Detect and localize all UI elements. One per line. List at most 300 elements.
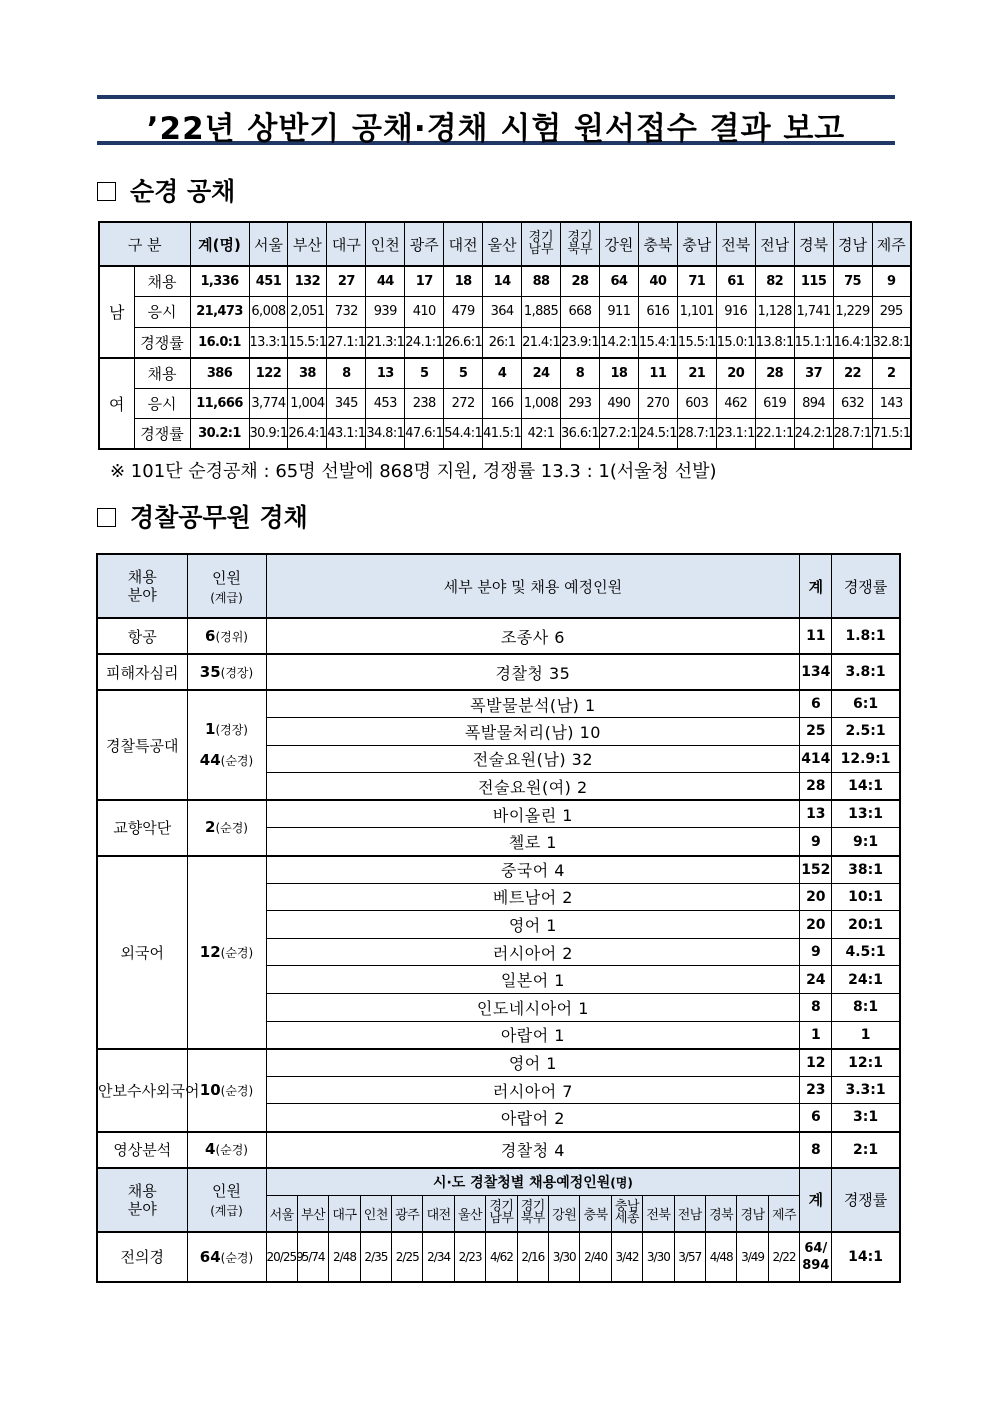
region-value: 13 — [366, 358, 405, 389]
personnel-number: 1 — [205, 720, 216, 739]
region-value: 28.7:1 — [833, 419, 872, 450]
region-value: 3/42 — [611, 1232, 642, 1282]
header-region: 경기 남부 — [522, 222, 561, 266]
count-cell: 134 — [800, 654, 832, 690]
header-region: 경기 북부 — [561, 222, 600, 266]
table-row — [97, 618, 900, 654]
detail-cell: 인도네시아어 1 — [266, 994, 800, 1022]
table-row — [97, 690, 900, 718]
count-cell: 8 — [800, 1132, 832, 1168]
region-value: 3/30 — [549, 1232, 580, 1282]
region-value: 15.1:1 — [794, 327, 833, 358]
header-personnel-sub: (계급) — [210, 590, 243, 605]
ratio-cell: 1 — [832, 1021, 900, 1049]
section-title: 경찰공무원 경채 — [130, 503, 308, 532]
region-value: 61 — [716, 266, 755, 297]
region-value: 24.1:1 — [405, 327, 444, 358]
ratio-cell: 2.5:1 — [832, 718, 900, 746]
region-value: 451 — [249, 266, 288, 297]
header-region: 대전 — [444, 222, 483, 266]
region-value: 37 — [794, 358, 833, 389]
region-value: 26.4:1 — [288, 419, 327, 450]
region-value: 2 — [872, 358, 911, 389]
ratio-cell: 6:1 — [832, 690, 900, 718]
header-category: 구 분 — [99, 222, 190, 266]
header-personnel — [187, 554, 266, 618]
row-total: 386 — [190, 358, 249, 389]
header-region: 전남 — [674, 1196, 705, 1232]
region-value: 23.1:1 — [716, 419, 755, 450]
row-total: 1,336 — [190, 266, 249, 297]
gyeongchae-table — [96, 553, 901, 1283]
header-field: 채용 분야 — [97, 554, 187, 618]
region-value: 13.3:1 — [249, 327, 288, 358]
row-total: 11,666 — [190, 388, 249, 419]
personnel-cell — [187, 1132, 266, 1168]
region-value: 616 — [638, 297, 677, 328]
table-row — [97, 856, 900, 884]
header-region: 경기 남부 — [486, 1196, 517, 1232]
detail-cell: 아랍어 1 — [266, 1021, 800, 1049]
region-value: 916 — [716, 297, 755, 328]
region-value: 632 — [833, 388, 872, 419]
region-value: 11 — [638, 358, 677, 389]
header-region: 제주 — [768, 1196, 800, 1232]
region-value: 4 — [483, 358, 522, 389]
region-value: 54.4:1 — [444, 419, 483, 450]
detail-cell: 아랍어 2 — [266, 1104, 800, 1132]
region-value: 2/34 — [423, 1232, 454, 1282]
region-value: 939 — [366, 297, 405, 328]
region-value: 47.6:1 — [405, 419, 444, 450]
region-value: 40 — [638, 266, 677, 297]
ratio-cell: 12:1 — [832, 1049, 900, 1077]
detail-cell: 경찰청 4 — [266, 1132, 800, 1168]
region-value: 2/48 — [329, 1232, 360, 1282]
region-value: 1,004 — [288, 388, 327, 419]
region-value: 238 — [405, 388, 444, 419]
detail-cell: 일본어 1 — [266, 966, 800, 994]
field-label: 항공 — [97, 618, 187, 654]
header-region: 인천 — [366, 222, 405, 266]
region-value: 4/48 — [705, 1232, 736, 1282]
ratio-cell: 24:1 — [832, 966, 900, 994]
region-value: 4/62 — [486, 1232, 517, 1282]
ratio-cell: 3.8:1 — [832, 654, 900, 690]
count-cell: 25 — [800, 718, 832, 746]
personnel-number: 64 — [199, 1247, 221, 1266]
region-value: 911 — [599, 297, 638, 328]
header-personnel — [187, 1168, 266, 1232]
region-value: 14 — [483, 266, 522, 297]
count-cell: 20 — [800, 883, 832, 911]
detail-cell: 러시아어 7 — [266, 1076, 800, 1104]
count-cell: 24 — [800, 966, 832, 994]
region-value: 5 — [444, 358, 483, 389]
field-label: 외국어 — [97, 856, 187, 1049]
count-cell: 9 — [800, 938, 832, 966]
table-row — [99, 327, 911, 358]
region-value: 36.6:1 — [561, 419, 600, 450]
personnel-rank: (순경) — [220, 1250, 254, 1265]
region-value: 143 — [872, 388, 911, 419]
ratio-cell: 10:1 — [832, 883, 900, 911]
count-cell: 20 — [800, 911, 832, 939]
detail-cell: 중국어 4 — [266, 856, 800, 884]
region-value: 272 — [444, 388, 483, 419]
field-label: 경찰특공대 — [97, 690, 187, 800]
region-value: 41.5:1 — [483, 419, 522, 450]
header-region: 대구 — [329, 1196, 360, 1232]
header-region: 전남 — [755, 222, 794, 266]
personnel-cell — [187, 1232, 266, 1282]
region-value: 17 — [405, 266, 444, 297]
count-cell: 13 — [800, 800, 832, 828]
personnel-rank: (순경) — [215, 821, 248, 836]
region-value: 34.8:1 — [366, 419, 405, 450]
ratio-cell: 14:1 — [832, 1232, 900, 1282]
count-cell: 6 — [800, 690, 832, 718]
region-value: 24 — [522, 358, 561, 389]
region-value: 3,774 — [249, 388, 288, 419]
region-value: 2/25 — [392, 1232, 423, 1282]
region-value: 44 — [366, 266, 405, 297]
personnel-number: 6 — [205, 626, 216, 645]
field-label: 안보수사외국어 — [97, 1049, 187, 1132]
region-value: 23.9:1 — [561, 327, 600, 358]
count-cell: 64/ 894 — [800, 1232, 832, 1282]
region-value: 15.5:1 — [288, 327, 327, 358]
personnel-number: 12 — [199, 942, 221, 961]
field-label: 영상분석 — [97, 1132, 187, 1168]
header-region: 인천 — [360, 1196, 391, 1232]
region-value: 1,741 — [794, 297, 833, 328]
header-regions-title — [266, 1168, 800, 1196]
count-cell: 23 — [800, 1076, 832, 1104]
region-value: 6,008 — [249, 297, 288, 328]
region-value: 3/49 — [737, 1232, 768, 1282]
region-value: 27.1:1 — [327, 327, 366, 358]
region-value: 3/30 — [643, 1232, 674, 1282]
section-title: 순경 공채 — [130, 177, 236, 206]
region-value: 18 — [444, 266, 483, 297]
region-value: 345 — [327, 388, 366, 419]
section-heading-gyeongchae — [97, 498, 308, 534]
region-value: 26.6:1 — [444, 327, 483, 358]
region-value: 364 — [483, 297, 522, 328]
region-value: 15.5:1 — [677, 327, 716, 358]
page-title: ’22년 상반기 공채·경채 시험 원서접수 결과 보고 — [146, 111, 846, 147]
table-row — [99, 297, 911, 328]
detail-cell: 폭발물처리(남) 10 — [266, 718, 800, 746]
header-region: 경기 북부 — [517, 1196, 548, 1232]
header-field: 채용 분야 — [97, 1168, 187, 1232]
personnel-number: 10 — [199, 1080, 221, 1099]
detail-cell: 바이올린 1 — [266, 800, 800, 828]
row-label: 채용 — [134, 266, 190, 297]
count-cell: 6 — [800, 1104, 832, 1132]
region-value: 2/40 — [580, 1232, 611, 1282]
region-value: 13.8:1 — [755, 327, 794, 358]
ratio-cell: 38:1 — [832, 856, 900, 884]
personnel-rank: (경장) — [215, 723, 248, 738]
personnel-rank: (경장) — [220, 665, 254, 680]
header-region: 광주 — [392, 1196, 423, 1232]
personnel-rank: (순경) — [220, 1083, 254, 1098]
checkbox-square-icon — [97, 508, 116, 527]
header-region: 충북 — [638, 222, 677, 266]
row-label: 채용 — [134, 358, 190, 389]
region-value: 295 — [872, 297, 911, 328]
header-total: 계 — [800, 554, 832, 618]
table-row — [99, 358, 911, 389]
ratio-cell: 8:1 — [832, 994, 900, 1022]
region-value: 894 — [794, 388, 833, 419]
header-total: 계(명) — [190, 222, 249, 266]
sex-label: 남 — [99, 266, 134, 358]
conscript-data-row — [97, 1232, 900, 1282]
region-value: 27 — [327, 266, 366, 297]
table-row — [97, 800, 900, 828]
count-cell: 414 — [800, 745, 832, 773]
ratio-cell: 20:1 — [832, 911, 900, 939]
region-value: 71 — [677, 266, 716, 297]
region-value: 43.1:1 — [327, 419, 366, 450]
region-value: 270 — [638, 388, 677, 419]
personnel-cell — [187, 690, 266, 800]
region-value: 1,885 — [522, 297, 561, 328]
header-region: 광주 — [405, 222, 444, 266]
header-region: 대전 — [423, 1196, 454, 1232]
personnel-rank: (경위) — [215, 629, 248, 644]
region-value: 1,128 — [755, 297, 794, 328]
count-cell: 9 — [800, 828, 832, 856]
table-row — [99, 419, 911, 450]
detail-cell: 영어 1 — [266, 1049, 800, 1077]
region-value: 3/57 — [674, 1232, 705, 1282]
region-value: 1,229 — [833, 297, 872, 328]
region-value: 75 — [833, 266, 872, 297]
field-label: 피해자심리 — [97, 654, 187, 690]
region-value: 20 — [716, 358, 755, 389]
header-region: 충남 세종 — [611, 1196, 642, 1232]
region-value: 5/74 — [297, 1232, 328, 1282]
header-region: 강원 — [599, 222, 638, 266]
row-total: 30.2:1 — [190, 419, 249, 450]
row-total: 21,473 — [190, 297, 249, 328]
ratio-cell: 2:1 — [832, 1132, 900, 1168]
header-ratio: 경쟁률 — [832, 1168, 900, 1232]
region-value: 24.2:1 — [794, 419, 833, 450]
region-value: 166 — [483, 388, 522, 419]
count-cell: 12 — [800, 1049, 832, 1077]
sex-label: 여 — [99, 358, 134, 450]
personnel-cell — [187, 654, 266, 690]
count-cell: 11 — [800, 618, 832, 654]
conscript-header-row — [97, 1168, 900, 1196]
detail-cell: 영어 1 — [266, 911, 800, 939]
personnel-number: 4 — [205, 1140, 216, 1158]
region-value: 82 — [755, 266, 794, 297]
personnel-number: 44 — [199, 751, 221, 770]
header-region: 울산 — [454, 1196, 485, 1232]
region-value: 2/16 — [517, 1232, 548, 1282]
table-row — [99, 266, 911, 297]
row-label: 응시 — [134, 297, 190, 328]
region-value: 132 — [288, 266, 327, 297]
region-value: 1,008 — [522, 388, 561, 419]
region-value: 18 — [599, 358, 638, 389]
detail-cell: 베트남어 2 — [266, 883, 800, 911]
header-region: 서울 — [266, 1196, 297, 1232]
count-cell: 1 — [800, 1021, 832, 1049]
header-regions-title-text: 시·도 경찰청별 채용예정인원 — [432, 1174, 611, 1191]
header-ratio: 경쟁률 — [832, 554, 900, 618]
gongchae-note: ※ 101단 순경공채 : 65명 선발에 868명 지원, 경쟁률 13.3 : 1(서울청 선발) — [110, 461, 717, 482]
ratio-cell: 3.3:1 — [832, 1076, 900, 1104]
header-region: 부산 — [297, 1196, 328, 1232]
personnel-rank: (순경) — [220, 945, 254, 960]
region-value: 27.2:1 — [599, 419, 638, 450]
region-value: 1,101 — [677, 297, 716, 328]
region-value: 71.5:1 — [872, 419, 911, 450]
table-row — [97, 1049, 900, 1077]
count-cell: 28 — [800, 773, 832, 801]
region-value: 22 — [833, 358, 872, 389]
region-value: 28 — [561, 266, 600, 297]
personnel-cell — [187, 856, 266, 1049]
header-region: 전북 — [643, 1196, 674, 1232]
detail-cell: 경찰청 35 — [266, 654, 800, 690]
field-label: 전의경 — [97, 1232, 187, 1282]
gongchae-table — [98, 221, 912, 450]
region-value: 24.5:1 — [638, 419, 677, 450]
region-value: 453 — [366, 388, 405, 419]
detail-cell: 전술요원(여) 2 — [266, 773, 800, 801]
row-label: 경쟁률 — [134, 419, 190, 450]
header-region: 경남 — [737, 1196, 768, 1232]
region-value: 732 — [327, 297, 366, 328]
detail-cell: 러시아어 2 — [266, 938, 800, 966]
header-region: 부산 — [288, 222, 327, 266]
region-value: 14.2:1 — [599, 327, 638, 358]
region-value: 293 — [561, 388, 600, 419]
header-personnel-label: 인원 — [212, 568, 241, 587]
region-value: 490 — [599, 388, 638, 419]
region-value: 8 — [561, 358, 600, 389]
section-heading-gongchae — [97, 172, 235, 208]
region-value: 64 — [599, 266, 638, 297]
count-cell: 8 — [800, 994, 832, 1022]
header-region: 제주 — [872, 222, 911, 266]
row-label: 경쟁률 — [134, 327, 190, 358]
region-value: 88 — [522, 266, 561, 297]
region-value: 9 — [872, 266, 911, 297]
ratio-cell: 14:1 — [832, 773, 900, 801]
region-value: 2,051 — [288, 297, 327, 328]
region-value: 26:1 — [483, 327, 522, 358]
detail-cell: 폭발물분석(남) 1 — [266, 690, 800, 718]
checkbox-square-icon — [97, 182, 116, 201]
header-total: 계 — [800, 1168, 832, 1232]
header-region: 강원 — [549, 1196, 580, 1232]
ratio-cell: 12.9:1 — [832, 745, 900, 773]
detail-cell: 첼로 1 — [266, 828, 800, 856]
row-total: 16.0:1 — [190, 327, 249, 358]
table-header-row — [99, 222, 911, 266]
detail-cell: 전술요원(남) 32 — [266, 745, 800, 773]
header-detail: 세부 분야 및 채용 예정인원 — [266, 554, 800, 618]
header-region: 대구 — [327, 222, 366, 266]
region-value: 479 — [444, 297, 483, 328]
region-value: 28 — [755, 358, 794, 389]
region-value: 122 — [249, 358, 288, 389]
header-region: 서울 — [249, 222, 288, 266]
header-region: 경북 — [705, 1196, 736, 1232]
region-value: 28.7:1 — [677, 419, 716, 450]
region-value: 2/23 — [454, 1232, 485, 1282]
region-value: 32.8:1 — [872, 327, 911, 358]
personnel-cell — [187, 800, 266, 855]
detail-cell: 조종사 6 — [266, 618, 800, 654]
region-value: 2/35 — [360, 1232, 391, 1282]
personnel-cell — [187, 1049, 266, 1132]
region-value: 15.4:1 — [638, 327, 677, 358]
header-region: 경남 — [833, 222, 872, 266]
region-value: 8 — [327, 358, 366, 389]
header-region: 전북 — [716, 222, 755, 266]
header-personnel-label: 인원 — [212, 1182, 241, 1200]
region-value: 38 — [288, 358, 327, 389]
ratio-cell: 13:1 — [832, 800, 900, 828]
region-value: 603 — [677, 388, 716, 419]
region-value: 22.1:1 — [755, 419, 794, 450]
table-row — [99, 388, 911, 419]
ratio-cell: 4.5:1 — [832, 938, 900, 966]
region-value: 15.0:1 — [716, 327, 755, 358]
header-region: 울산 — [483, 222, 522, 266]
header-region: 경북 — [794, 222, 833, 266]
ratio-cell: 3:1 — [832, 1104, 900, 1132]
table-row — [97, 1132, 900, 1168]
region-value: 410 — [405, 297, 444, 328]
region-value: 21.4:1 — [522, 327, 561, 358]
personnel-rank: (순경) — [215, 1143, 248, 1157]
ratio-cell: 1.8:1 — [832, 618, 900, 654]
region-value: 668 — [561, 297, 600, 328]
region-value: 30.9:1 — [249, 419, 288, 450]
region-value: 16.4:1 — [833, 327, 872, 358]
region-value: 115 — [794, 266, 833, 297]
personnel-cell — [187, 618, 266, 654]
header-region: 충북 — [580, 1196, 611, 1232]
region-value: 21.3:1 — [366, 327, 405, 358]
region-value: 5 — [405, 358, 444, 389]
personnel-number: 35 — [199, 662, 221, 681]
region-value: 21 — [677, 358, 716, 389]
header-personnel-sub: (계급) — [210, 1204, 243, 1218]
row-label: 응시 — [134, 388, 190, 419]
region-value: 20/259 — [266, 1232, 297, 1282]
region-value: 619 — [755, 388, 794, 419]
personnel-number: 2 — [205, 818, 216, 837]
table-header-row — [97, 554, 900, 618]
table-row — [97, 654, 900, 690]
count-cell: 152 — [800, 856, 832, 884]
ratio-cell: 9:1 — [832, 828, 900, 856]
header-regions-unit: (명) — [610, 1175, 633, 1190]
personnel-rank: (순경) — [220, 754, 254, 769]
